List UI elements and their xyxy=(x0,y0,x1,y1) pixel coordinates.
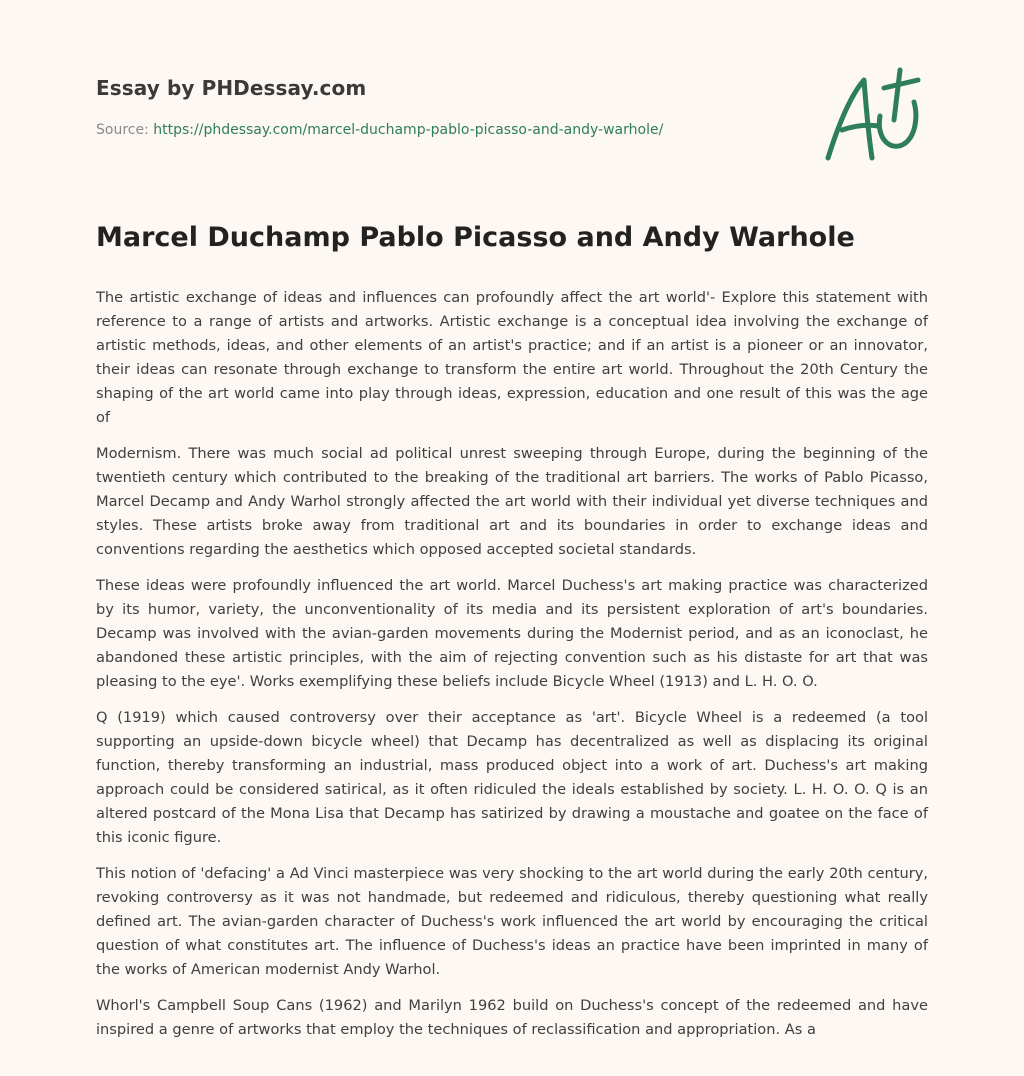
paragraph: Q (1919) which caused controversy over their acceptance as 'art'. Bicycle Wheel is a redeemed (a tool supporting an upside-down bicycle wheel) that Decamp has decentralized as well as displacing its original function, thereby transforming an industrial, mass produced object into a work of art. Duchess's art making approach could be considered satirical, as it often ridiculed the ideals established by society. L. H. O. O. Q is an altered postcard of the Mona Lisa that Decamp has satirized by drawing a moustache and goatee on the face of this iconic figure. xyxy=(96,709,928,846)
page-header xyxy=(96,76,716,138)
source-line xyxy=(96,122,716,138)
paragraph: This notion of 'defacing' a Ad Vinci masterpiece was very shocking to the art world during the early 20th century, revoking controversy as it was not handmade, but redeemed and ridiculous, thereby questioning what really defined art. The avian-garden character of Duchess's work influenced the art world by encouraging the critical question of what constitutes art. The influence of Duchess's ideas an practice have been imprinted in many of the works of American modernist Andy Warhol. xyxy=(96,865,928,978)
paragraph: These ideas were profoundly influenced the art world. Marcel Duchess's art making practice was characterized by its humor, variety, the unconventionality of its media and its persistent exploration of art's boundaries. Decamp was involved with the avian-garden movements during the Modernist period, and as an iconoclast, he abandoned these artistic principles, with the aim of rejecting convention such as his distaste for art that was pleasing to the eye'. Works exemplifying these beliefs include Bicycle Wheel (1913) and L. H. O. O. xyxy=(96,577,928,690)
source-label: Source: xyxy=(96,122,149,138)
paragraph: Whorl's Campbell Soup Cans (1962) and Marilyn 1962 build on Duchess's concept of the redeemed and have inspired a genre of artworks that employ the techniques of reclassification and appropriation. As a xyxy=(96,997,928,1038)
essay-title: Marcel Duchamp Pablo Picasso and Andy Warhole xyxy=(96,222,855,253)
site-title: Essay by PHDessay.com xyxy=(96,76,367,100)
a-plus-logo-icon xyxy=(818,66,930,166)
essay-body xyxy=(96,286,928,1054)
paragraph: Modernism. There was much social ad political unrest sweeping through Europe, during the beginning of the twentieth century which contributed to the breaking of the traditional art barriers. The works of Pablo Picasso, Marcel Decamp and Andy Warhol strongly affected the art world with their individual yet diverse techniques and styles. These artists broke away from traditional art and its boundaries in order to exchange ideas and conventions regarding the aesthetics which opposed accepted societal standards. xyxy=(96,445,928,558)
source-link[interactable]: https://phdessay.com/marcel-duchamp-pablo-picasso-and-andy-warhole/ xyxy=(153,122,664,138)
paragraph: The artistic exchange of ideas and influences can profoundly affect the art world'- Explore this statement with reference to a range of artists and artworks. Artistic exchange is a conceptual idea involving the exchange of artistic methods, ideas, and other elements of an artist's practice; and if an artist is a pioneer or an innovator, their ideas can resonate through exchange to transform the entire art world. Throughout the 20th Century the shaping of the art world came into play through ideas, expression, education and one result of this was the age of xyxy=(96,289,928,426)
